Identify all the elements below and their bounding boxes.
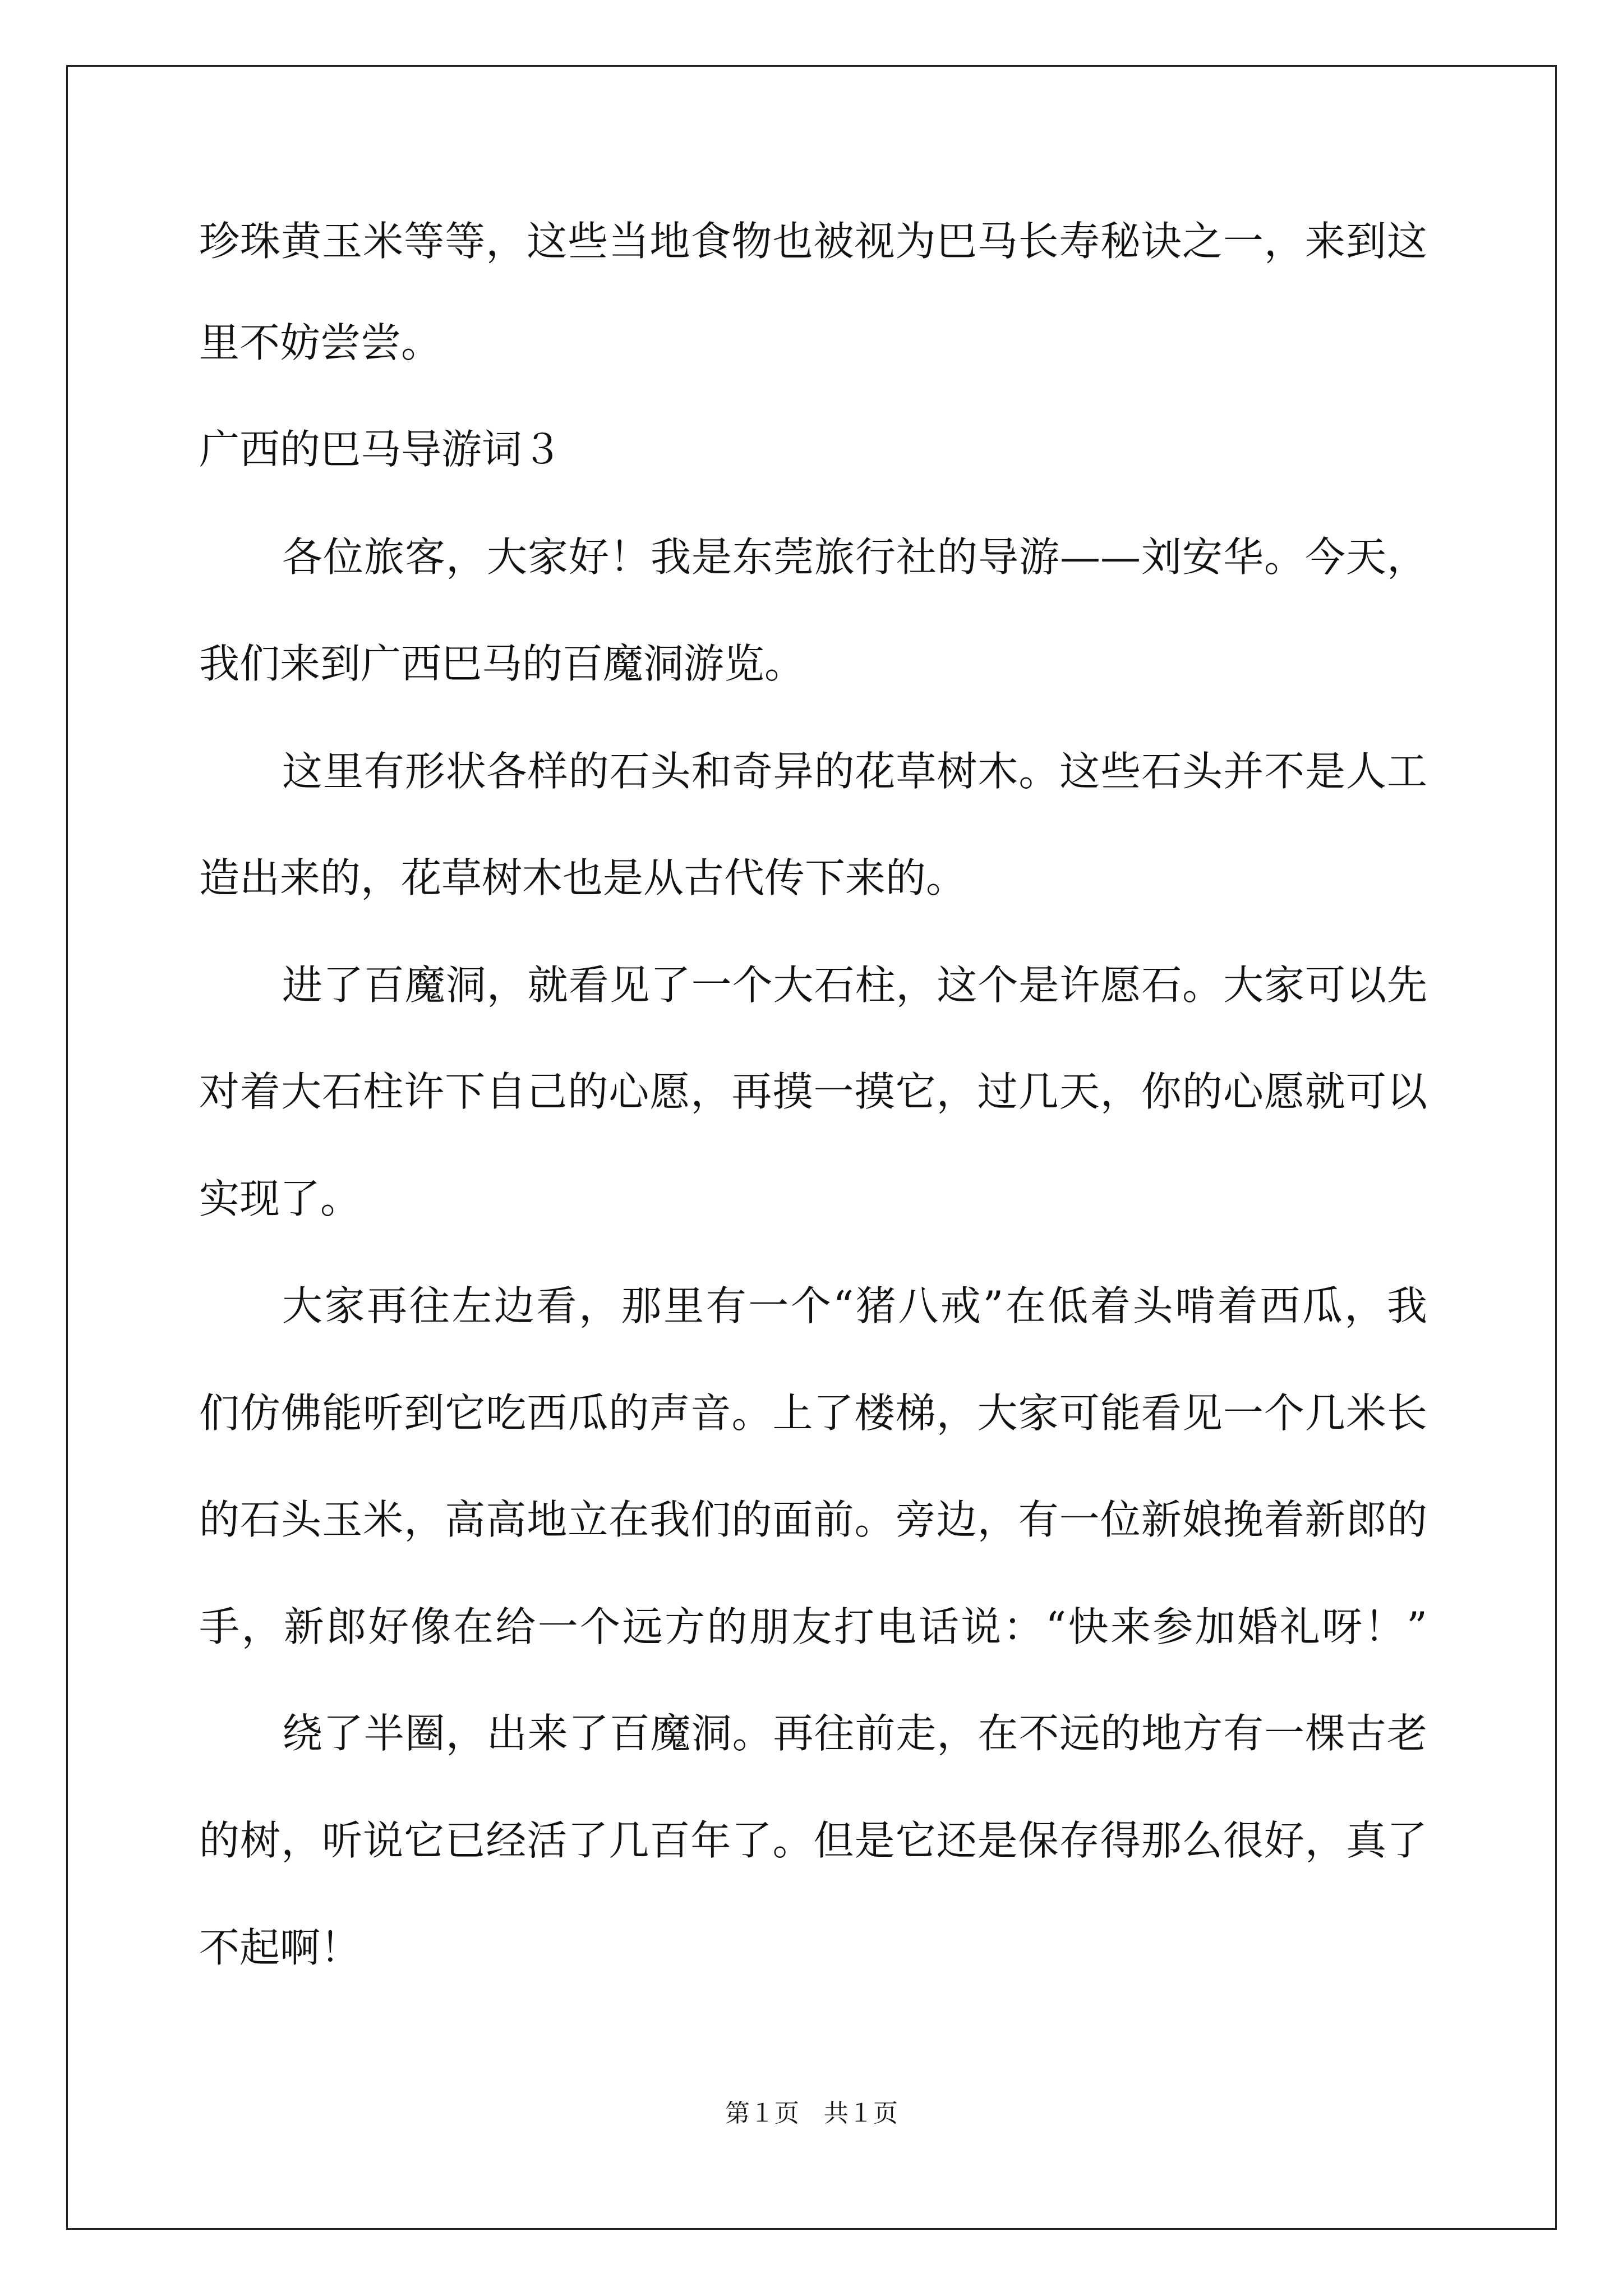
- text-line: 的树，听说它已经活了几百年了。但是它还是保存得那么很好，真了: [199, 1817, 1427, 1864]
- text-line: 们仿佛能听到它吃西瓜的声音。上了楼梯，大家可能看见一个几米长: [199, 1389, 1427, 1437]
- text-line: 的石头玉米，高高地立在我们的面前。旁边，有一位新娘挽着新郎的: [199, 1496, 1427, 1543]
- text-line: 对着大石柱许下自己的心愿，再摸一摸它，过几天，你的心愿就可以: [199, 1068, 1427, 1115]
- text-line: 造出来的，花草树木也是从古代传下来的。: [199, 854, 967, 901]
- text-line: 进了百魔洞，就看见了一个大石柱，这个是许愿石。大家可以先: [282, 961, 1427, 1009]
- text-line: 实现了。: [199, 1175, 361, 1222]
- text-line: 手，新郎好像在给一个远方的朋友打电话说：“快来参加婚礼呀！”: [199, 1603, 1427, 1650]
- text-line: 我们来到广西巴马的百魔洞游览。: [199, 640, 805, 687]
- text-line: 里不妨尝尝。: [199, 319, 442, 366]
- text-line: 大家再往左边看，那里有一个“猪八戒”在低着头啃着西瓜，我: [282, 1282, 1427, 1329]
- text-line: 绕了半圈，出来了百魔洞。再往前走，在不远的地方有一棵古老: [282, 1710, 1427, 1757]
- page-border: [66, 65, 1557, 2230]
- text-line: 这里有形状各样的石头和奇异的花草树木。这些石头并不是人工: [282, 748, 1427, 795]
- section-heading: 广西的巴马导游词３: [199, 426, 563, 473]
- text-line: 不起啊！: [199, 1924, 361, 1971]
- page-footer: 第１页 共１页: [725, 2099, 898, 2128]
- text-line: 珍珠黄玉米等等，这些当地食物也被视为巴马长寿秘诀之一，来到这: [199, 218, 1427, 265]
- text-line: 各位旅客，大家好！我是东莞旅行社的导游——刘安华。今天，: [282, 533, 1427, 581]
